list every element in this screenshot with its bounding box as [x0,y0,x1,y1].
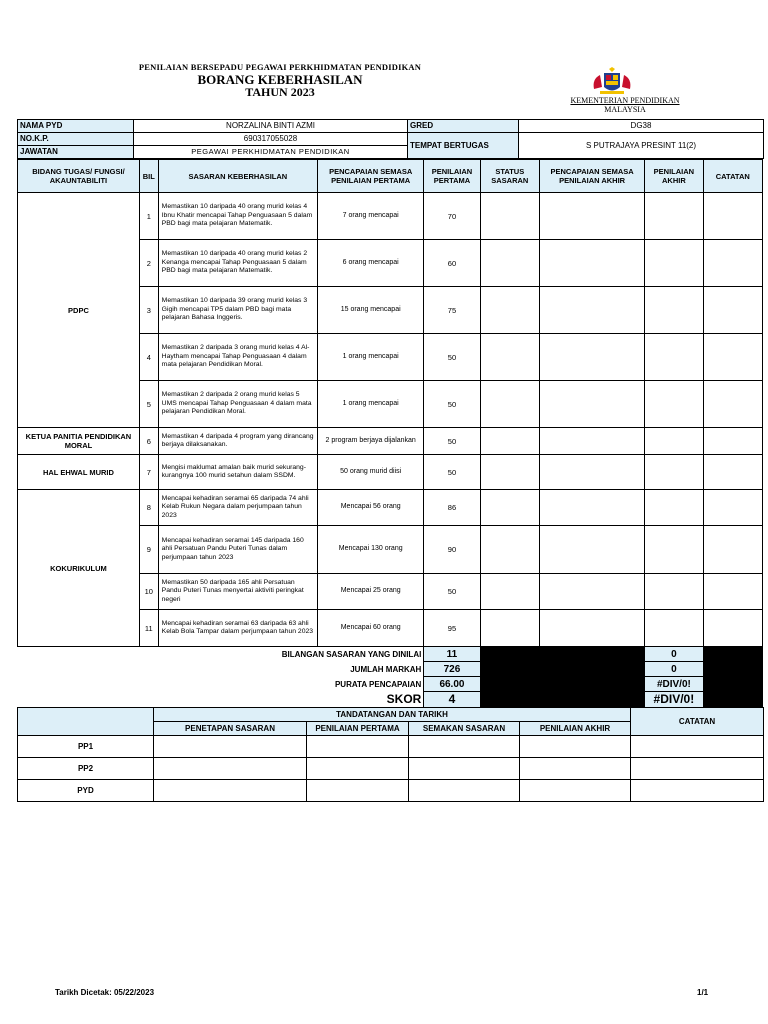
signature-cell[interactable] [409,736,520,758]
print-date: Tarikh Dicetak: 05/22/2023 [55,988,155,997]
note-cell[interactable] [703,193,762,240]
final-achievement-cell[interactable] [539,334,644,381]
gred-label: GRED [408,120,519,133]
target-cell: Memastikan 50 daripada 165 ahli Persatuan Pandu Puteri Tunas menyertai aktiviti peringkat negeri [158,574,317,610]
final-score-cell[interactable] [645,428,703,455]
masked-cell [480,662,645,677]
score-cell: 50 [424,574,480,610]
target-cell: Mengisi maklumat amalan baik murid sekurang-kurangnya 100 murid setahun dalam SSDM. [158,455,317,490]
signature-row-label: PYD [18,780,154,802]
final-achievement-cell[interactable] [539,240,644,287]
area-cell: KOKURIKULUM [18,490,140,647]
form-title: BORANG KEBERHASILAN [197,72,363,87]
signature-cell[interactable] [520,780,631,802]
purata-first-value: 66.00 [424,677,480,692]
gred-value: DG38 [519,120,764,133]
signature-catatan: CATATAN [631,708,764,736]
achievement-cell: Mencapai 25 orang [318,574,424,610]
bil-cell: 5 [139,381,158,428]
summary-row-purata [18,677,763,692]
col-bil: BIL [139,160,158,193]
bil-cell: 8 [139,490,158,526]
nokp-value: 690317055028 [134,133,408,146]
jumlah-final-value: 0 [645,662,703,677]
col-status: STATUS SASARAN [480,160,539,193]
target-cell: Memastikan 2 daripada 3 orang murid kelas 4 Al-Haytham mencapai Tahap Penguasaan 4 dalam mata pelajaran Pendidikan Moral. [158,334,317,381]
note-cell[interactable] [703,287,762,334]
status-cell[interactable] [480,526,539,574]
final-achievement-cell[interactable] [539,455,644,490]
evaluation-table [17,159,763,708]
col-pencapaian-pertama: PENCAPAIAN SEMASA PENILAIAN PERTAMA [318,160,424,193]
masked-cell [480,677,645,692]
signature-cell[interactable] [520,758,631,780]
bilangan-final-value: 0 [645,647,703,662]
final-achievement-cell[interactable] [539,193,644,240]
target-cell: Memastikan 10 daripada 39 orang murid kelas 3 Gigih mencapai TP5 dalam PBD bagi mata pelajaran Bahasa Inggeris. [158,287,317,334]
signature-cell[interactable] [631,780,764,802]
target-cell: Memastikan 10 daripada 40 orang murid kelas 4 Ibnu Khatir mencapai Tahap Penguasaan 5 dalam PBD bagi mata pelajaran Matematik. [158,193,317,240]
employee-info-table [17,119,764,159]
note-cell[interactable] [703,240,762,287]
status-cell[interactable] [480,455,539,490]
bil-cell: 3 [139,287,158,334]
signature-cell[interactable] [520,736,631,758]
final-achievement-cell[interactable] [539,381,644,428]
signature-row-label: PP2 [18,758,154,780]
achievement-cell: 15 orang mencapai [318,287,424,334]
purata-label: PURATA PENCAPAIAN [334,679,422,689]
summary-row-jumlah [18,662,763,677]
skor-label: SKOR [386,692,422,706]
signature-cell[interactable] [631,736,764,758]
area-cell: KETUA PANITIA PENDIDIKAN MORAL [18,428,140,455]
coat-of-arms-logo [590,67,634,97]
signature-row [18,736,764,758]
target-cell: Memastikan 4 daripada 4 program yang dirancang berjaya dilaksanakan. [158,428,317,455]
bil-cell: 9 [139,526,158,574]
final-score-cell[interactable] [645,381,703,428]
tempat-value: S PUTRAJAYA PRESINT 11(2) [519,133,764,159]
jawatan-value: PEGAWAI PERKHIDMATAN PENDIDIKAN [134,146,408,159]
masked-cell [703,692,762,708]
col-penetapan: PENETAPAN SASARAN [154,722,307,736]
note-cell[interactable] [703,610,762,647]
score-cell: 95 [424,610,480,647]
masked-cell [480,692,645,708]
nokp-label: NO.K.P. [18,133,134,146]
jawatan-label: JAWATAN [18,146,134,159]
signature-table [17,707,764,802]
bil-cell: 11 [139,610,158,647]
target-cell: Mencapai kehadiran seramai 63 daripada 63 ahli Kelab Bola Tampar dalam perjumpaan tahun 2023 [158,610,317,647]
signature-cell[interactable] [409,780,520,802]
achievement-cell: 6 orang mencapai [318,240,424,287]
area-cell: HAL EHWAL MURID [18,455,140,490]
score-cell: 50 [424,428,480,455]
bil-cell: 7 [139,455,158,490]
nama-value: NORZALINA BINTI AZMI [134,120,408,133]
col-catatan: CATATAN [703,160,762,193]
signature-title: TANDATANGAN DAN TARIKH [154,708,631,722]
final-achievement-cell[interactable] [539,287,644,334]
final-score-cell[interactable] [645,287,703,334]
final-score-cell[interactable] [645,574,703,610]
signature-cell[interactable] [631,758,764,780]
signature-cell[interactable] [154,780,307,802]
bil-cell: 4 [139,334,158,381]
signature-cell[interactable] [154,736,307,758]
final-score-cell[interactable] [645,193,703,240]
status-cell[interactable] [480,193,539,240]
page-number: 1/1 [697,988,709,997]
note-cell[interactable] [703,428,762,455]
table-row [18,428,763,455]
final-score-cell[interactable] [645,526,703,574]
target-cell: Mencapai kehadiran seramai 145 daripada 160 ahli Persatuan Pandu Puteri Tunas dalam perjumpaan tahun 2023 [158,526,317,574]
form-subtitle: PENILAIAN BERSEPADU PEGAWAI PERKHIDMATAN PENDIDIKAN [138,62,422,72]
form-year: TAHUN 2023 [245,85,315,99]
purata-final-value: #DIV/0! [645,677,703,692]
signature-row [18,780,764,802]
status-cell[interactable] [480,574,539,610]
signature-corner [18,708,154,736]
achievement-cell: 7 orang mencapai [318,193,424,240]
note-cell[interactable] [703,381,762,428]
final-achievement-cell[interactable] [539,610,644,647]
score-cell: 75 [424,287,480,334]
table-row [18,193,763,240]
summary-row-skor [18,692,763,708]
status-cell[interactable] [480,240,539,287]
col-penilaian-pertama: PENILAIAN PERTAMA [424,160,480,193]
score-cell: 90 [424,526,480,574]
table-row [18,490,763,526]
status-cell[interactable] [480,490,539,526]
target-cell: Memastikan 10 daripada 40 orang murid kelas 2 Kenanga mencapai Tahap Penguasaan 5 dalam PBD bagi mata pelajaran Matematik. [158,240,317,287]
final-achievement-cell[interactable] [539,574,644,610]
col-bidang: BIDANG TUGAS/ FUNGSI/ AKAUNTABILITI [18,160,140,193]
signature-cell[interactable] [307,758,409,780]
note-cell[interactable] [703,334,762,381]
final-achievement-cell[interactable] [539,490,644,526]
status-cell[interactable] [480,287,539,334]
area-cell: PDPC [18,193,140,428]
score-cell: 70 [424,193,480,240]
achievement-cell: Mencapai 130 orang [318,526,424,574]
achievement-cell: Mencapai 60 orang [318,610,424,647]
score-cell: 50 [424,334,480,381]
achievement-cell: 1 orang mencapai [318,381,424,428]
status-cell[interactable] [480,334,539,381]
target-cell: Mencapai kehadiran seramai 65 daripada 74 ahli Kelab Rukun Negara dalam perjumpaan tahun 2023 [158,490,317,526]
achievement-cell: 2 program berjaya dijalankan [318,428,424,455]
achievement-cell: 1 orang mencapai [318,334,424,381]
ministry-line-1: KEMENTERIAN PENDIDIKAN [570,96,680,105]
col-sig-penilaian-pertama: PENILAIAN PERTAMA [307,722,409,736]
status-cell[interactable] [480,610,539,647]
target-cell: Memastikan 2 daripada 2 orang murid kelas 5 UMS mencapai Tahap Penguasaan 4 dalam mata pelajaran Pendidikan Moral. [158,381,317,428]
note-cell[interactable] [703,455,762,490]
bil-cell: 6 [139,428,158,455]
bilangan-first-value: 11 [424,647,480,662]
tempat-label: TEMPAT BERTUGAS [408,133,519,159]
score-cell: 50 [424,455,480,490]
final-score-cell[interactable] [645,455,703,490]
bil-cell: 2 [139,240,158,287]
form-header [0,62,560,99]
score-cell: 50 [424,381,480,428]
ministry-name [560,96,690,114]
final-score-cell[interactable] [645,490,703,526]
note-cell[interactable] [703,526,762,574]
bil-cell: 10 [139,574,158,610]
final-score-cell[interactable] [645,334,703,381]
status-cell[interactable] [480,381,539,428]
signature-cell[interactable] [409,758,520,780]
achievement-cell: Mencapai 56 orang [318,490,424,526]
final-score-cell[interactable] [645,240,703,287]
col-pencapaian-akhir: PENCAPAIAN SEMASA PENILAIAN AKHIR [539,160,644,193]
status-cell[interactable] [480,428,539,455]
jumlah-label: JUMLAH MARKAH [350,664,422,674]
jumlah-first-value: 726 [424,662,480,677]
masked-cell [703,677,762,692]
final-achievement-cell[interactable] [539,526,644,574]
signature-cell[interactable] [154,758,307,780]
signature-row-label: PP1 [18,736,154,758]
achievement-cell: 50 orang murid diisi [318,455,424,490]
signature-row [18,758,764,780]
table-row [18,455,763,490]
masked-cell [703,647,762,662]
note-cell[interactable] [703,574,762,610]
col-semakan: SEMAKAN SASARAN [409,722,520,736]
skor-final-value: #DIV/0! [645,692,703,708]
bilangan-label: BILANGAN SASARAN YANG DINILAI [281,649,422,659]
score-cell: 86 [424,490,480,526]
skor-first-value: 4 [424,692,480,708]
note-cell[interactable] [703,490,762,526]
bil-cell: 1 [139,193,158,240]
ministry-line-2: MALAYSIA [604,105,646,114]
score-cell: 60 [424,240,480,287]
final-achievement-cell[interactable] [539,428,644,455]
col-penilaian-akhir: PENILAIAN AKHIR [645,160,703,193]
masked-cell [703,662,762,677]
final-score-cell[interactable] [645,610,703,647]
col-sasaran: SASARAN KEBERHASILAN [158,160,317,193]
signature-cell[interactable] [307,736,409,758]
signature-cell[interactable] [307,780,409,802]
nama-label: NAMA PYD [18,120,134,133]
summary-row-bilangan [18,647,763,662]
col-sig-penilaian-akhir: PENILAIAN AKHIR [520,722,631,736]
masked-cell [480,647,645,662]
